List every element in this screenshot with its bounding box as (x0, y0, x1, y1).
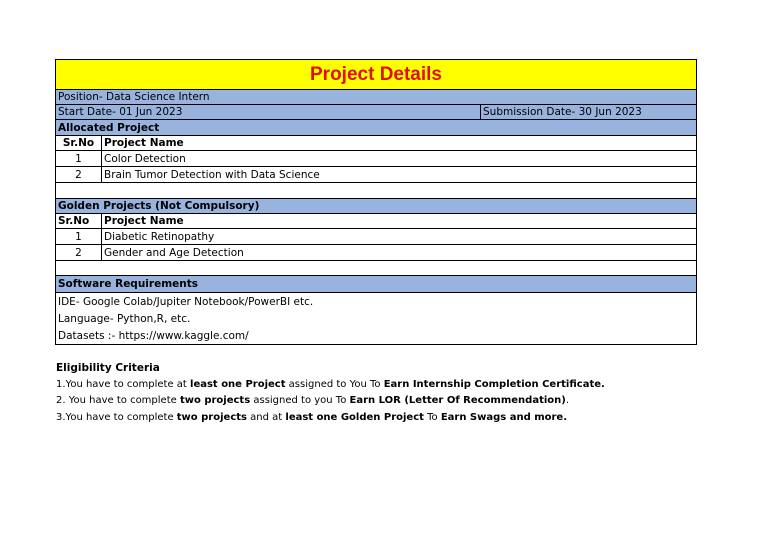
col-header-sr: Sr.No (56, 136, 102, 150)
criterion-emphasis: Earn LOR (Letter Of Recommendation) (349, 395, 566, 406)
eligibility-criteria (56, 360, 605, 426)
software-line-language: Language- Python,R, etc. (58, 312, 191, 325)
criterion-1 (56, 377, 605, 394)
allocated-project-heading-row (56, 120, 696, 136)
software-requirements-box (56, 293, 696, 344)
golden-projects-heading-row (56, 199, 696, 214)
empty-row (56, 261, 696, 276)
sr-cell: 2 (56, 245, 102, 260)
project-name-cell: Gender and Age Detection (104, 246, 244, 259)
criterion-emphasis: two projects (176, 411, 247, 423)
project-name-cell: Diabetic Retinopathy (104, 230, 215, 243)
sr-cell: 1 (56, 229, 102, 244)
criterion-3 (56, 410, 605, 427)
criterion-2 (56, 393, 605, 410)
allocated-project-heading: Allocated Project (58, 121, 160, 134)
criterion-emphasis: least one Golden Project (285, 411, 424, 423)
sr-cell: 2 (56, 167, 102, 182)
criterion-text: 1.You have to complete at (56, 378, 191, 390)
criterion-emphasis: Earn Internship Completion Certificate. (383, 378, 605, 390)
software-line-datasets: Datasets :- https://www.kaggle.com/ (58, 329, 249, 342)
golden-projects-heading: Golden Projects (Not Compulsory) (58, 200, 260, 212)
table-row (56, 229, 696, 245)
software-requirements-heading-row (56, 276, 696, 293)
criterion-text: and at (246, 411, 286, 423)
criterion-text: assigned to you To (250, 395, 350, 406)
table-row (56, 167, 696, 183)
criterion-emphasis: two projects (179, 395, 251, 406)
submission-date: Submission Date- 30 Jun 2023 (483, 106, 642, 118)
position-row (56, 90, 696, 105)
col-header-sr: Sr.No (56, 214, 102, 228)
table-row (56, 245, 696, 261)
project-details-table (55, 59, 697, 345)
criterion-text: To (423, 411, 441, 423)
criterion-text: 3.You have to complete (56, 411, 177, 423)
page-title: Project Details (56, 60, 696, 90)
golden-header-row (56, 214, 696, 229)
project-name-cell: Brain Tumor Detection with Data Science (104, 168, 320, 181)
position-text: Position- Data Science Intern (58, 91, 210, 103)
software-line-ide: IDE- Google Colab/Jupiter Notebook/PowerBI etc. (58, 295, 314, 308)
criterion-emphasis: least one Project (190, 378, 286, 390)
start-date: Start Date- 01 Jun 2023 (56, 105, 481, 119)
col-header-name: Project Name (104, 137, 184, 149)
criterion-text: 2. You have to complete (56, 395, 180, 406)
eligibility-title: Eligibility Criteria (56, 362, 160, 374)
sr-cell: 1 (56, 151, 102, 166)
criterion-text: . (565, 395, 570, 406)
col-header-name: Project Name (104, 215, 184, 227)
software-requirements-heading: Software Requirements (58, 278, 199, 290)
dates-row (56, 105, 696, 120)
criterion-emphasis: Earn Swags and more. (440, 411, 568, 423)
project-name-cell: Color Detection (104, 152, 186, 165)
table-row (56, 151, 696, 167)
criterion-text: assigned to You To (285, 378, 384, 390)
allocated-header-row (56, 136, 696, 151)
empty-row (56, 183, 696, 199)
